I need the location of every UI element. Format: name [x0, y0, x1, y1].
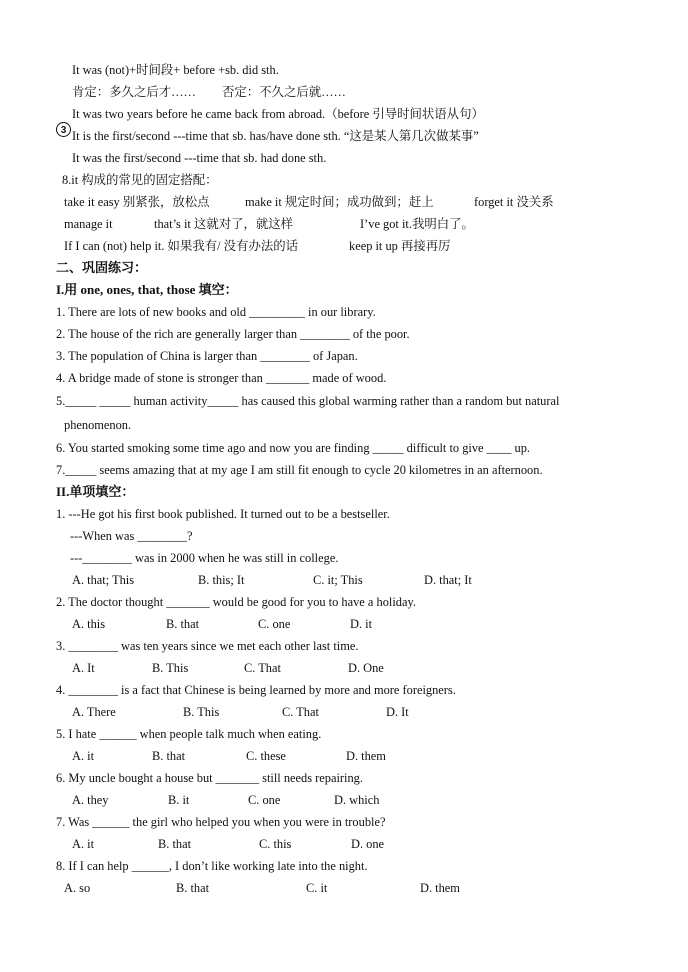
q8-stem: 8. If I can help ______, I don’t like working late into the night. — [56, 859, 368, 873]
q6-option-c: C. one — [248, 793, 281, 807]
q5-option-d: D. them — [346, 749, 386, 763]
q1-line-1: 1. ---He got his first book published. It turned out to be a bestseller. — [56, 507, 390, 521]
phrase-if-i-can-help-it: If I can (not) help it. 如果我有/ 没有办法的话 — [64, 239, 299, 253]
q5-option-a: A. it — [72, 749, 95, 763]
q8-option-c: C. it — [306, 881, 328, 895]
phrase-take-it-easy: take it easy 别紧张，放松点 — [64, 195, 210, 209]
q6-stem: 6. My uncle bought a house but _______ still needs repairing. — [56, 771, 363, 785]
part1-item-1: 1. There are lots of new books and old _________ in our library. — [56, 305, 376, 319]
phrase-thats-it: that’s it 这就对了，就这样 — [154, 217, 294, 231]
phrase-keep-it-up: keep it up 再接再厉 — [349, 239, 451, 253]
q7-option-a: A. it — [72, 837, 95, 851]
q2-stem: 2. The doctor thought _______ would be good for you to have a holiday. — [56, 595, 416, 609]
q7-stem: 7. Was ______ the girl who helped you when you were in trouble? — [56, 815, 386, 829]
q4-option-b: B. This — [183, 705, 220, 719]
q5-stem: 5. I hate ______ when people talk much when eating. — [56, 727, 322, 741]
q6-option-a: A. they — [72, 793, 109, 807]
q3-stem: 3. ________ was ten years since we met each other last time. — [56, 639, 359, 653]
q1-option-b: B. this; It — [198, 573, 245, 587]
pattern-meaning-negative: 否定：不久之后就…… — [222, 85, 346, 99]
pattern-example: It was two years before he came back from abroad.（before 引导时间状语从句） — [72, 107, 484, 121]
q3-option-a: A. It — [72, 661, 95, 675]
pattern-line-3: It was the first/second ---time that sb. had done sth. — [72, 151, 327, 165]
q4-stem: 4. ________ is a fact that Chinese is being learned by more and more foreigners. — [56, 683, 456, 697]
circled-number-3: 3 — [56, 122, 71, 137]
q1-line-2: ---When was ________? — [70, 529, 193, 543]
part1-item-2: 2. The house of the rich are generally larger than ________ of the poor. — [56, 327, 410, 341]
q7-option-c: C. this — [259, 837, 292, 851]
part2-title: II.单项填空： — [56, 484, 135, 499]
phrase-manage-it: manage it — [64, 217, 113, 231]
part1-item-5: 5._____ _____ human activity_____ has caused this global warming rather than a random but natural — [56, 394, 560, 408]
q3-option-d: D. One — [348, 661, 384, 675]
part1-item-4: 4. A bridge made of stone is stronger than _______ made of wood. — [56, 371, 387, 385]
q2-option-d: D. it — [350, 617, 373, 631]
q1-option-a: A. that; This — [72, 573, 135, 587]
pattern-line-1: It was (not)+时间段+ before +sb. did sth. — [72, 63, 279, 77]
q2-option-a: A. this — [72, 617, 106, 631]
q8-option-b: B. that — [176, 881, 210, 895]
q2-option-c: C. one — [258, 617, 291, 631]
part1-item-3: 3. The population of China is larger than ________ of Japan. — [56, 349, 358, 363]
q1-line-3: ---________ was in 2000 when he was still in college. — [70, 551, 339, 565]
q4-option-a: A. There — [72, 705, 116, 719]
q4-option-d: D. It — [386, 705, 409, 719]
part1-item-6: 6. You started smoking some time ago and now you are finding _____ difficult to give ____ up. — [56, 441, 531, 455]
part1-item-5-cont: phenomenon. — [64, 418, 132, 432]
pattern-meaning-positive: 肯定：多久之后才…… — [72, 85, 196, 99]
phrase-make-it: make it 规定时间；成功做到；赶上 — [245, 195, 434, 209]
q7-option-b: B. that — [158, 837, 192, 851]
section8-title: 8.it 构成的常见的固定搭配： — [62, 173, 218, 187]
q8-option-a: A. so — [64, 881, 91, 895]
q3-option-b: B. This — [152, 661, 189, 675]
q1-option-c: C. it; This — [313, 573, 363, 587]
phrase-forget-it: forget it 没关系 — [474, 195, 554, 209]
pattern-line-2: It is the first/second ---time that sb. has/have done sth. “这是某人第几次做某事” — [72, 129, 479, 143]
q6-option-b: B. it — [168, 793, 190, 807]
q5-option-c: C. these — [246, 749, 286, 763]
q4-option-c: C. That — [282, 705, 319, 719]
q3-option-c: C. That — [244, 661, 281, 675]
q2-option-b: B. that — [166, 617, 200, 631]
q7-option-d: D. one — [351, 837, 385, 851]
q6-option-d: D. which — [334, 793, 380, 807]
q5-option-b: B. that — [152, 749, 186, 763]
q1-option-d: D. that; It — [424, 573, 472, 587]
section-title-practice: 二、巩固练习： — [56, 260, 148, 275]
phrase-ive-got-it: I’ve got it.我明白了。 — [360, 217, 474, 231]
q8-option-d: D. them — [420, 881, 460, 895]
part1-item-7: 7._____ seems amazing that at my age I am still fit enough to cycle 20 kilometres in an afternoon. — [56, 463, 543, 477]
part1-title: I.用 one, ones, that, those 填空： — [56, 282, 238, 297]
